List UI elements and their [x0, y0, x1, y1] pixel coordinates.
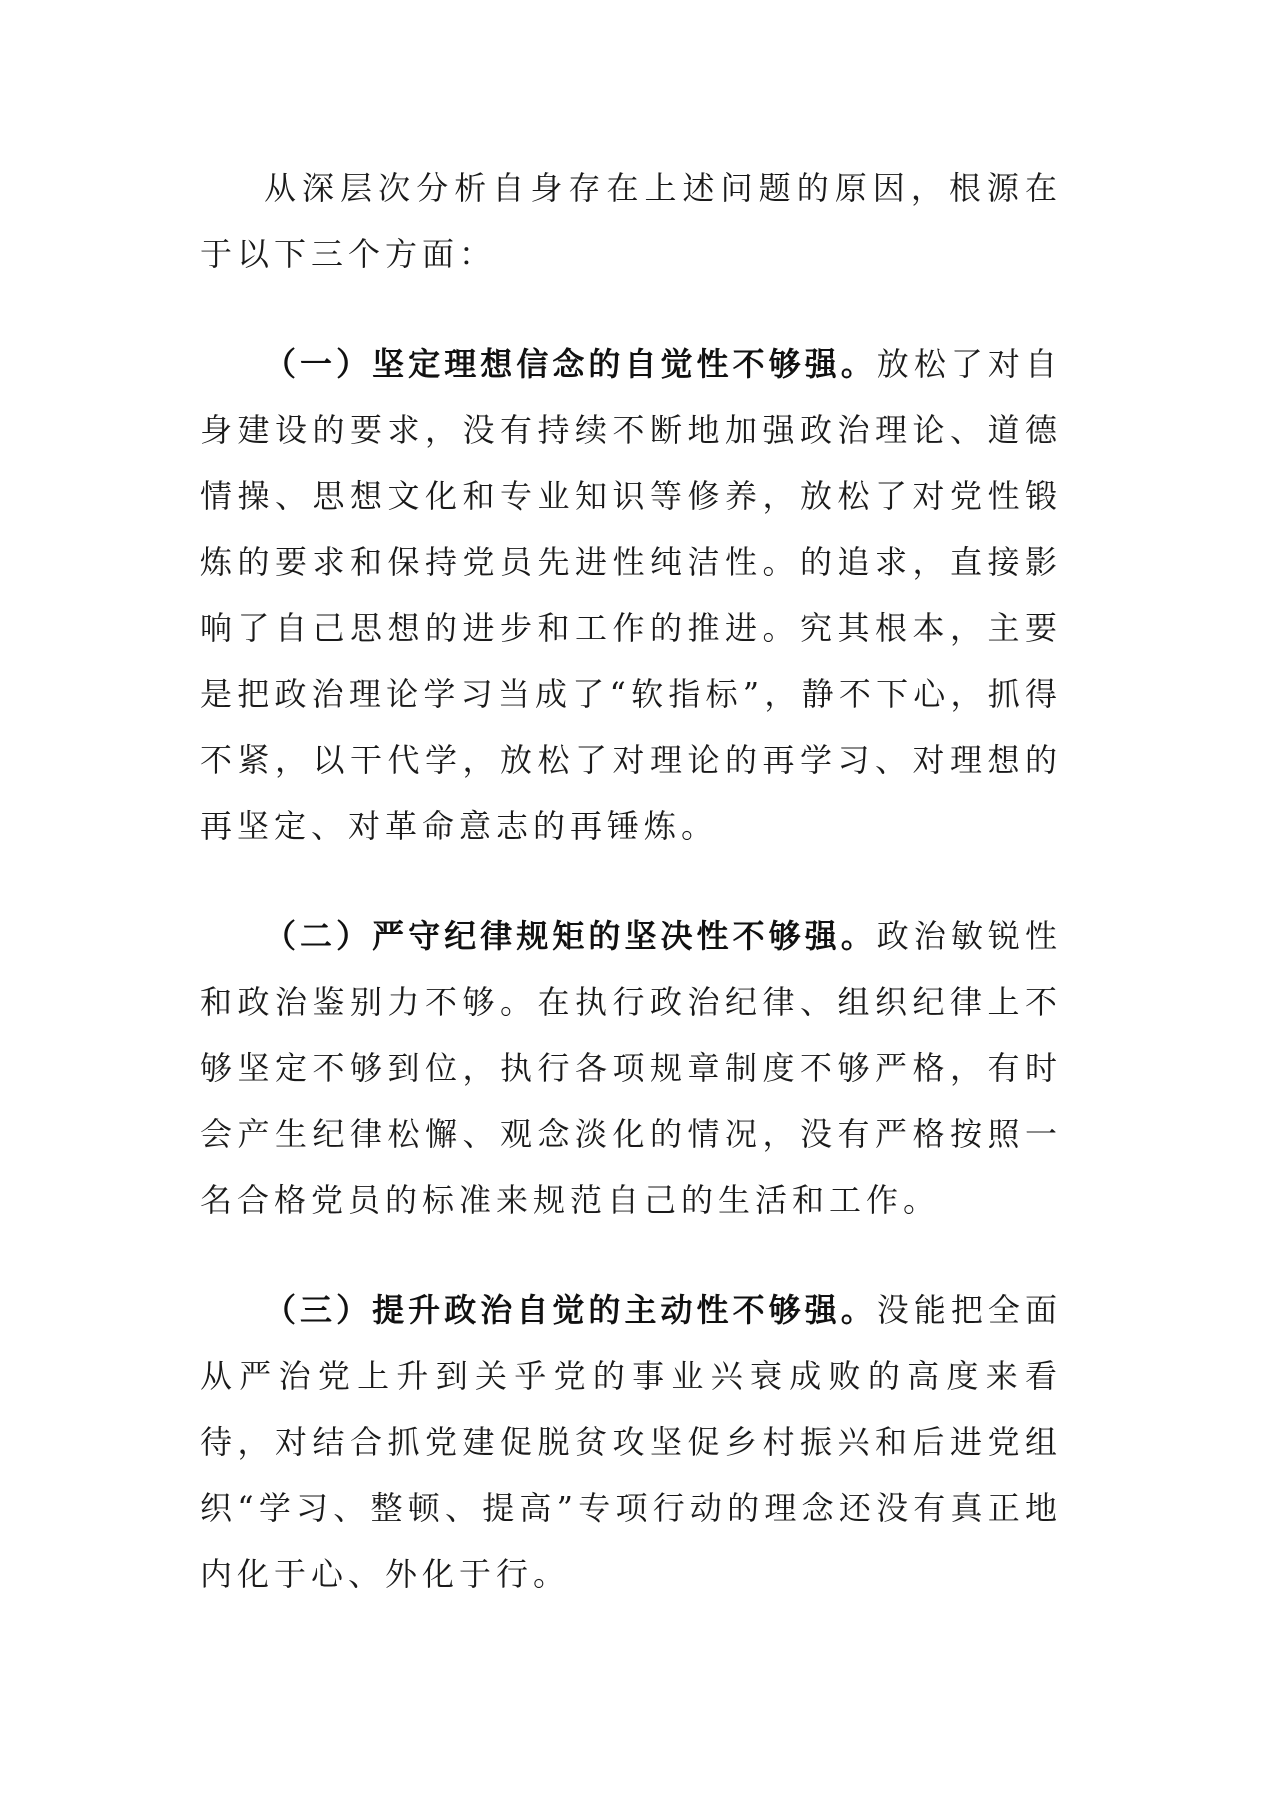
section-2-heading: （二）严守纪律规矩的坚决性不够强。 — [264, 917, 877, 955]
document-body — [200, 155, 1062, 1607]
section-3-paragraph — [200, 1277, 1062, 1607]
section-3-heading: （三）提升政治自觉的主动性不够强。 — [264, 1291, 877, 1329]
section-1-paragraph — [200, 331, 1062, 859]
section-2-paragraph — [200, 903, 1062, 1233]
section-1-heading: （一）坚定理想信念的自觉性不够强。 — [264, 345, 877, 383]
intro-paragraph — [200, 155, 1062, 287]
section-1-text: 放松了对自身建设的要求，没有持续不断地加强政治理论、道德情操、思想文化和专业知识等修养，放松了对党性锻炼的要求和保持党员先进性纯洁性。的追求，直接影响了自己思想的进步和工作的推进。究其根本，主要是把政治理论学习当成了“软指标”，静不下心，抓得不紧，以干代学，放松了对理论的再学习、对理想的再坚定、对革命意志的再锤炼。 — [200, 345, 1062, 845]
intro-text: 从深层次分析自身存在上述问题的原因，根源在于以下三个方面： — [200, 169, 1062, 273]
section-3-text: 没能把全面从严治党上升到关乎党的事业兴衰成败的高度来看待，对结合抓党建促脱贫攻坚促乡村振兴和后进党组织“学习、整顿、提高”专项行动的理念还没有真正地内化于心、外化于行。 — [200, 1291, 1062, 1593]
section-2-text: 政治敏锐性和政治鉴别力不够。在执行政治纪律、组织纪律上不够坚定不够到位，执行各项规章制度不够严格，有时会产生纪律松懈、观念淡化的情况，没有严格按照一名合格党员的标准来规范自己的生活和工作。 — [200, 917, 1062, 1219]
